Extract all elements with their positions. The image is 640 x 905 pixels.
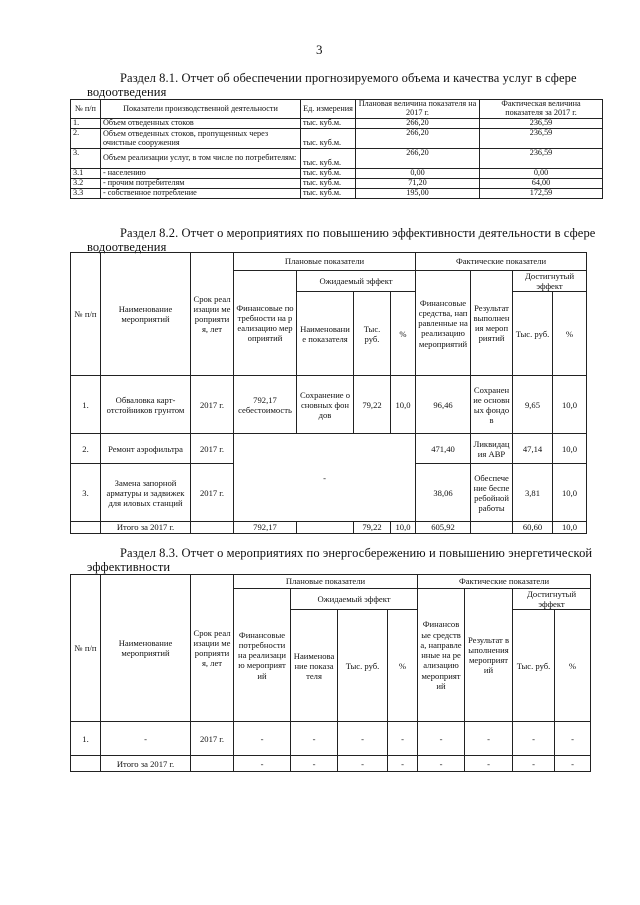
header-num: № п/п — [71, 100, 101, 119]
header-rub2: Тыс. руб. — [513, 610, 555, 722]
cell-name: Замена запорной арматуры и задвижек для иловых станций — [101, 464, 191, 522]
cell-name: Ремонт аэрофильтра — [101, 434, 191, 464]
cell-unit: тыс. куб.м. — [301, 149, 356, 169]
table-row — [71, 179, 603, 189]
table-row — [71, 376, 587, 434]
cell-total-label: Итого за 2017 г. — [101, 522, 191, 533]
header-fact: Фактические показатели — [418, 575, 591, 589]
cell-result: Ликвидация АВР — [471, 434, 513, 464]
header-pct2: % — [553, 292, 587, 376]
cell-merged-dash: - — [234, 434, 416, 522]
header-rub2: Тыс. руб. — [513, 292, 553, 376]
header-rub: Тыс. руб. — [338, 610, 388, 722]
cell-eff-name: Сохранение основных фондов — [297, 376, 354, 434]
section-8-2-table — [70, 252, 587, 534]
cell-indicator: - населению — [101, 169, 301, 179]
cell-unit: тыс. куб.м. — [301, 119, 356, 129]
cell-term: 2017 г. — [191, 722, 234, 756]
header-pct: % — [388, 610, 418, 722]
section-8-1-title-line2: водоотведения — [87, 85, 167, 99]
table-row — [71, 129, 603, 149]
cell-term: 2017 г. — [191, 464, 234, 522]
header-pct: % — [391, 292, 416, 376]
cell-name: - — [101, 722, 191, 756]
header-fin-spent: Финансовые средства, направленные на реализацию мероприятий — [416, 271, 471, 376]
header-term: Срок реализации мероприятия, лет — [191, 575, 234, 722]
cell-result: - — [465, 722, 513, 756]
table-row — [71, 722, 591, 756]
section-8-3-title-line1: Раздел 8.3. Отчет о мероприятиях по энергосбережению и повышению энергетической — [120, 546, 593, 560]
cell-num: 1. — [71, 376, 101, 434]
cell-fact: 236,59 — [480, 119, 603, 129]
cell-fact: 172,59 — [480, 189, 603, 199]
cell-fin-spent: 96,46 — [416, 376, 471, 434]
cell-indicator: Объем отведенных стоков, пропущенных через очистные сооружения — [101, 129, 301, 149]
cell-fin-spent: 471,40 — [416, 434, 471, 464]
cell-unit: тыс. куб.м. — [301, 179, 356, 189]
section-8-2-title-line2: водоотведения — [87, 240, 167, 254]
cell-pct: 10,0 — [391, 376, 416, 434]
cell-num: 3.1 — [71, 169, 101, 179]
cell-term: 2017 г. — [191, 434, 234, 464]
section-8-1-table — [70, 99, 603, 199]
table-row — [71, 434, 587, 464]
header-result: Результат выполнения мероприятий — [471, 271, 513, 376]
cell-fin-spent: 38,06 — [416, 464, 471, 522]
cell-rub: 79,22 — [354, 376, 391, 434]
cell-total-label: Итого за 2017 г. — [101, 756, 191, 772]
cell-fin-spent: - — [418, 722, 465, 756]
cell-plan: 0,00 — [356, 169, 480, 179]
cell-total-fin-spent: 605,92 — [416, 522, 471, 533]
cell-unit: тыс. куб.м. — [301, 189, 356, 199]
cell-plan: 266,20 — [356, 129, 480, 149]
header-fin-spent: Финансовые средства, направленные на реализацию мероприятий — [418, 589, 465, 722]
header-name: Наименование мероприятий — [101, 575, 191, 722]
cell-plan: 266,20 — [356, 149, 480, 169]
cell-num: 3. — [71, 464, 101, 522]
cell-total-pct: 10,0 — [391, 522, 416, 533]
header-name: Наименование мероприятий — [101, 253, 191, 376]
cell-total-rub2: 60,60 — [513, 522, 553, 533]
header-achieved: Достигнутый эффект — [513, 589, 591, 610]
cell-indicator: - собственное потребление — [101, 189, 301, 199]
cell-total-rub: - — [338, 756, 388, 772]
header-plan: Плановые показатели — [234, 253, 416, 271]
cell-num: 1. — [71, 119, 101, 129]
cell-num: 3.2 — [71, 179, 101, 189]
cell-num: 1. — [71, 722, 101, 756]
table-row — [71, 119, 603, 129]
cell-plan: 195,00 — [356, 189, 480, 199]
header-plan: Плановые показатели — [234, 575, 418, 589]
cell-rub: - — [338, 722, 388, 756]
cell-indicator: Объем отведенных стоков — [101, 119, 301, 129]
table-header-row — [71, 100, 603, 119]
cell-total-fin-need: 792,17 — [234, 522, 297, 533]
table-total-row — [71, 756, 591, 772]
header-fact: Фактическая величина показателя за 2017 г. — [480, 100, 603, 119]
header-rub: Тыс. руб. — [354, 292, 391, 376]
cell-pct2: 10,0 — [553, 376, 587, 434]
header-fact: Фактические показатели — [416, 253, 587, 271]
cell-total-fin-need: - — [234, 756, 291, 772]
table-row — [71, 149, 603, 169]
cell-total-result: - — [465, 756, 513, 772]
cell-total-pct2: 10,0 — [553, 522, 587, 533]
cell-rub2: 3,81 — [513, 464, 553, 522]
cell-pct2: 10,0 — [553, 464, 587, 522]
cell-fact: 236,59 — [480, 129, 603, 149]
cell-fact: 64,00 — [480, 179, 603, 189]
header-num: № п/п — [71, 575, 101, 722]
header-plan: Плановая величина показателя на 2017 г. — [356, 100, 480, 119]
section-8-1-title-line1: Раздел 8.1. Отчет об обеспечении прогнозируемого объема и качества услуг в сфере — [120, 71, 577, 85]
header-fin-need: Финансовые потребности на реализацию мероприятий — [234, 589, 291, 722]
page-number: 3 — [316, 42, 323, 57]
header-expected: Ожидаемый эффект — [291, 589, 418, 610]
cell-eff-name: - — [291, 722, 338, 756]
cell-indicator: - прочим потребителям — [101, 179, 301, 189]
cell-rub2: - — [513, 722, 555, 756]
cell-rub2: 9,65 — [513, 376, 553, 434]
cell-fin-need: 792,17 себестоимость — [234, 376, 297, 434]
cell-num: 3.3 — [71, 189, 101, 199]
cell-pct2: - — [555, 722, 591, 756]
cell-unit: тыс. куб.м. — [301, 129, 356, 149]
cell-rub2: 47,14 — [513, 434, 553, 464]
cell-pct2: 10,0 — [553, 434, 587, 464]
cell-total-rub2: - — [513, 756, 555, 772]
header-indicator: Показатели производственной деятельности — [101, 100, 301, 119]
cell-total-fin-spent: - — [418, 756, 465, 772]
header-expected: Ожидаемый эффект — [297, 271, 416, 292]
cell-result: Сохранение основных фондов — [471, 376, 513, 434]
cell-term: 2017 г. — [191, 376, 234, 434]
cell-fin-need: - — [234, 722, 291, 756]
cell-result: Обеспечение бесперебойной работы — [471, 464, 513, 522]
cell-fact: 236,59 — [480, 149, 603, 169]
cell-total-pct2: - — [555, 756, 591, 772]
table-row — [71, 169, 603, 179]
cell-unit: тыс. куб.м. — [301, 169, 356, 179]
header-result: Результат выполнения мероприятий — [465, 589, 513, 722]
header-unit: Ед. измерения — [301, 100, 356, 119]
section-8-3-title-line2: эффективности — [87, 560, 171, 574]
cell-num: 2. — [71, 129, 101, 149]
cell-total-pct: - — [388, 756, 418, 772]
section-8-3-table — [70, 574, 591, 772]
cell-num: 2. — [71, 434, 101, 464]
header-num: № п/п — [71, 253, 101, 376]
table-row — [71, 189, 603, 199]
header-eff-name: Наименование показателя — [291, 610, 338, 722]
table-total-row — [71, 522, 587, 533]
cell-total-eff-name: - — [291, 756, 338, 772]
header-term: Срок реализации мероприятия, лет — [191, 253, 234, 376]
cell-plan: 71,20 — [356, 179, 480, 189]
cell-name: Обваловка карт-отстойников грунтом — [101, 376, 191, 434]
cell-plan: 266,20 — [356, 119, 480, 129]
header-fin-need: Финансовые потребности на реализацию мероприятий — [234, 271, 297, 376]
header-eff-name: Наименование показателя — [297, 292, 354, 376]
header-pct2: % — [555, 610, 591, 722]
cell-fact: 0,00 — [480, 169, 603, 179]
header-achieved: Достигнутый эффект — [513, 271, 587, 292]
cell-num: 3. — [71, 149, 101, 169]
cell-pct: - — [388, 722, 418, 756]
cell-indicator: Объем реализации услуг, в том числе по потребителям: — [101, 149, 301, 169]
section-8-2-title-line1: Раздел 8.2. Отчет о мероприятиях по повышению эффективности деятельности в сфере — [120, 226, 596, 240]
cell-total-rub: 79,22 — [354, 522, 391, 533]
